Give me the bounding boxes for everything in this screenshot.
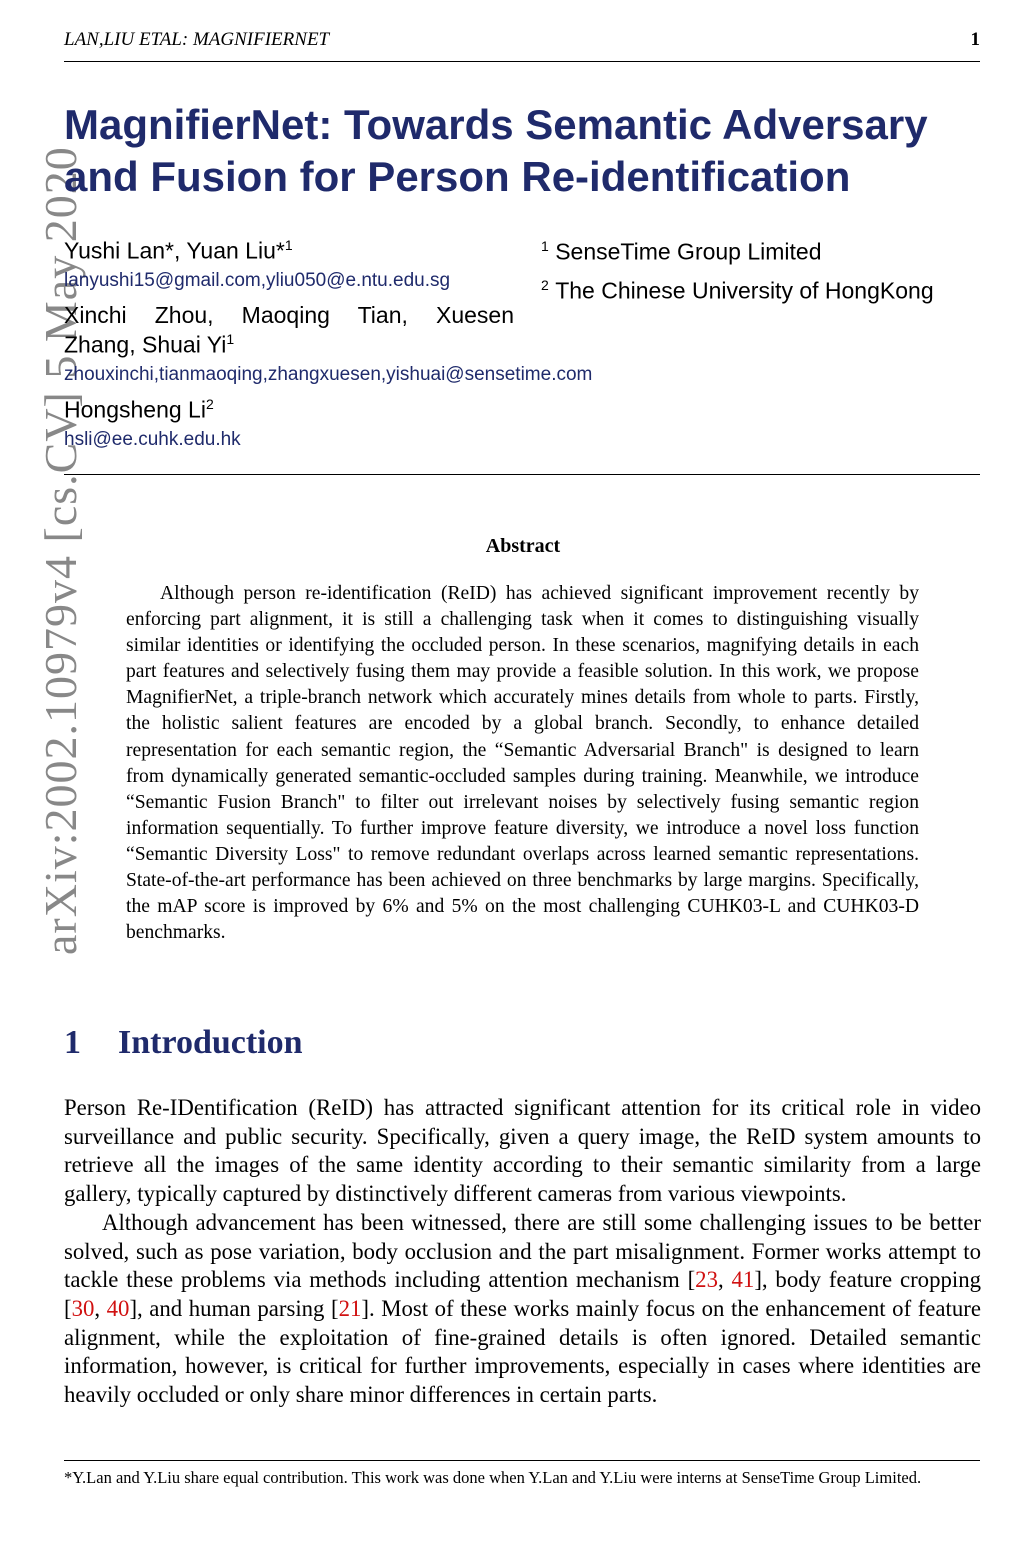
footnote: *Y.Lan and Y.Liu share equal contribution. This work was done when Y.Lan and Y.Liu were interns at SenseTime Group Limited. — [64, 1468, 922, 1487]
section-heading — [64, 1024, 303, 1062]
affiliation-2 — [541, 277, 934, 305]
introduction-body — [64, 1094, 981, 1410]
author-names: Hongsheng Li — [64, 396, 206, 423]
author-affiliation-mark: 1 — [284, 237, 293, 253]
citation-link[interactable]: 41 — [731, 1267, 755, 1293]
author-group-2-line-2 — [64, 331, 234, 359]
intro-paragraph-2 — [64, 1209, 981, 1410]
text-run: , — [94, 1295, 107, 1321]
title-line-2: and Fusion for Person Re-identification — [64, 153, 851, 200]
footnote-divider — [64, 1460, 980, 1461]
affiliation-mark: 2 — [541, 277, 549, 293]
author-group-3 — [64, 396, 214, 424]
page-number: 1 — [970, 29, 980, 50]
affiliation-mark: 1 — [541, 238, 549, 254]
running-title: LAN,LIU ETAL: MAGNIFIERNET — [64, 29, 330, 50]
author-email-3: hsli@ee.cuhk.edu.hk — [64, 429, 241, 450]
affiliation-name: SenseTime Group Limited — [555, 238, 822, 265]
section-title: Introduction — [118, 1024, 303, 1061]
citation-link[interactable]: 23 — [695, 1267, 718, 1293]
abstract-text: Although person re-identification (ReID) has achieved significant improvement recently by enforcing part alignment, it is still a challenging task when it comes to distinguishing visually similar identities or identifying the occluded person. In these scenarios, magnifying details in each part features and selectively fusing them may provide a feasible solution. In this work, we propose MagnifierNet, a triple-branch network which accurately mines details from whole to parts. Firstly, the holistic salient features are encoded by a global branch. Secondly, to enhance detailed representation for each semantic region, the “Semantic Adversarial Branch" is designed to learn from dynamically generated semantic-occluded samples during training. Meanwhile, we introduce “Semantic Fusion Branch" to filter out irrelevant noises by selectively fusing semantic region information sequentially. To further improve feature diversity, we introduce a novel loss function “Semantic Diversity Loss" to remove redundant overlaps across learned semantic representations. State-of-the-art performance has been achieved on three benchmarks by large margins. Specifically, the mAP score is improved by 6% and 5% on the most challenging CUHK03-L and CUHK03-D benchmarks. — [126, 583, 919, 944]
text-run: ], body feature cropping [ — [64, 1267, 982, 1321]
affiliation-1 — [541, 238, 822, 266]
abstract-body — [126, 581, 919, 946]
text-run: ], and human parsing [ — [129, 1295, 339, 1321]
paper-title — [64, 99, 994, 203]
header-divider — [64, 61, 980, 62]
title-line-1: MagnifierNet: Towards Semantic Adversary — [64, 101, 928, 148]
text-run: ]. Most of these works mainly focus on the enhancement of feature alignment, while the exploitation of fine-grained details is often ignored. Detailed semantic information, however, is critical for further improvements, especially in cases where identities are heavily occluded or only share minor differences in certain parts. — [64, 1295, 981, 1408]
author-group-2-line-1: Xinchi Zhou, Maoqing Tian, Xuesen — [64, 302, 514, 328]
author-email-1: lanyushi15@gmail.com,yliu050@e.ntu.edu.sg — [64, 270, 451, 291]
section-number: 1 — [64, 1024, 81, 1061]
affiliation-name: The Chinese University of HongKong — [555, 277, 934, 304]
author-group-1 — [64, 237, 293, 265]
citation-link[interactable]: 21 — [338, 1295, 362, 1321]
intro-paragraph-1: Person Re-IDentification (ReID) has attracted significant attention for its critical role in video surveillance and public security. Specifically, given a query image, the ReID system amounts to retrieve all the images of the same identity according to their semantic similarity from a large gallery, typically captured by distinctively different cameras from various viewpoints. — [64, 1095, 981, 1207]
arxiv-stamp: arXiv:2002.10979v4 [cs.CV] 5 May 2020 — [35, 146, 86, 955]
citation-link[interactable]: 40 — [106, 1295, 130, 1321]
title-divider — [64, 474, 980, 475]
text-run: Although advancement has been witnessed, there are still some challenging issues to be better solved, such as pose variation, body occlusion and the part misalignment. Former works attempt to tackle these problems via methods including attention mechanism [ — [64, 1209, 981, 1293]
author-email-2: zhouxinchi,tianmaoqing,zhangxuesen,yishuai@sensetime.com — [64, 364, 593, 385]
citation-link[interactable]: 30 — [71, 1295, 95, 1321]
author-affiliation-mark: 2 — [205, 396, 214, 412]
author-names: Yushi Lan*, Yuan Liu* — [64, 237, 285, 264]
author-names: Zhang, Shuai Yi — [64, 331, 227, 358]
author-affiliation-mark: 1 — [226, 331, 235, 347]
abstract-heading: Abstract — [485, 535, 561, 557]
text-run: , — [717, 1267, 732, 1293]
